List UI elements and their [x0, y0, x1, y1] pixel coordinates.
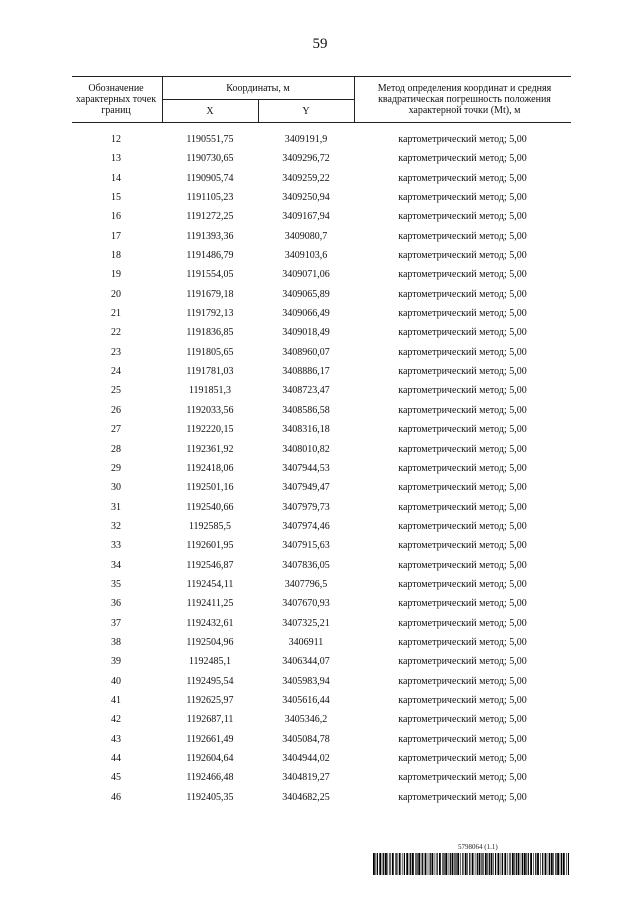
coord-y: 3409066,49 [282, 308, 330, 320]
coord-y: 3407670,93 [282, 598, 330, 610]
table-row [72, 285, 571, 304]
table-row [72, 691, 571, 710]
point-number: 35 [111, 578, 121, 590]
point-number: 45 [111, 772, 121, 784]
coord-x: 1191554,05 [186, 269, 234, 281]
method-text: картометрический метод; 5,00 [398, 134, 527, 145]
coord-x: 1191393,36 [186, 230, 234, 242]
method-text: картометрический метод; 5,00 [398, 250, 527, 262]
method-text: картометрический метод; 5,00 [398, 153, 527, 165]
coord-x: 1190905,74 [186, 172, 234, 184]
point-number: 32 [111, 520, 121, 532]
method-text: картометрический метод; 5,00 [398, 772, 527, 784]
document-code: 5798064 (1.1) [458, 843, 498, 851]
table-row [72, 207, 571, 226]
coord-x: 1192625,97 [186, 694, 234, 706]
method-text: картометрический метод; 5,00 [398, 540, 527, 552]
method-text: картометрический метод; 5,00 [398, 753, 527, 764]
coord-x: 1191679,18 [186, 288, 234, 300]
point-number: 39 [111, 656, 121, 668]
table-row [72, 362, 571, 381]
coord-y: 3405616,44 [282, 694, 330, 706]
coord-x: 1191105,23 [186, 192, 234, 204]
table-row [72, 536, 571, 555]
coord-y: 3409080,7 [284, 230, 328, 242]
coord-y: 3409071,06 [282, 269, 330, 281]
method-text: картометрический метод; 5,00 [398, 462, 527, 474]
method-text: картометрический метод; 5,00 [398, 424, 527, 436]
table-row [72, 788, 571, 807]
point-number: 27 [111, 424, 121, 436]
table-row [72, 710, 571, 729]
table-row [72, 672, 571, 691]
coord-x: 1192411,25 [186, 598, 234, 610]
header-x: X [206, 105, 214, 117]
table-row [72, 517, 571, 536]
method-text: картометрический метод; 5,00 [398, 211, 527, 223]
point-number: 16 [111, 211, 121, 223]
point-number: 15 [111, 192, 121, 204]
point-number: 38 [111, 636, 121, 648]
coord-x: 1192540,66 [186, 501, 234, 513]
table-row [72, 575, 571, 594]
method-text: картометрический метод; 5,00 [398, 714, 527, 726]
point-number: 14 [111, 172, 121, 184]
coord-y: 3405983,94 [282, 675, 330, 687]
table-row [72, 478, 571, 497]
point-number: 30 [111, 482, 121, 494]
coord-y: 3409296,72 [282, 153, 330, 165]
method-text: картометрический метод; 5,00 [398, 501, 527, 513]
coord-x: 1192601,95 [186, 540, 234, 552]
coord-y: 3407836,05 [282, 559, 330, 571]
point-number: 13 [111, 153, 121, 165]
coord-y: 3409250,94 [282, 192, 330, 204]
coord-x: 1192501,16 [186, 482, 234, 494]
coord-x: 1190551,75 [186, 134, 234, 145]
coord-x: 1192418,06 [186, 462, 234, 474]
table-row [72, 556, 571, 575]
method-text: картометрический метод; 5,00 [398, 327, 527, 339]
coord-x: 1192661,49 [186, 733, 234, 745]
point-number: 21 [111, 308, 121, 320]
point-number: 20 [111, 288, 121, 300]
point-number: 17 [111, 230, 121, 242]
method-text: картометрический метод; 5,00 [398, 656, 527, 668]
method-text: картометрический метод; 5,00 [398, 404, 527, 416]
method-text: картометрический метод; 5,00 [398, 230, 527, 242]
coord-x: 1192546,87 [186, 559, 234, 571]
table-header [72, 76, 571, 123]
table-row [72, 188, 571, 207]
method-text: картометрический метод; 5,00 [398, 385, 527, 397]
coord-y: 3408960,07 [282, 346, 330, 358]
point-number: 36 [111, 598, 121, 610]
coord-x: 1192504,96 [186, 636, 234, 648]
method-text: картометрический метод; 5,00 [398, 172, 527, 184]
point-number: 34 [111, 559, 121, 571]
point-number: 22 [111, 327, 121, 339]
point-number: 40 [111, 675, 121, 687]
coord-x: 1192432,61 [186, 617, 234, 629]
coord-x: 1191805,65 [186, 346, 234, 358]
point-number: 29 [111, 462, 121, 474]
coord-y: 3408316,18 [282, 424, 330, 436]
point-number: 46 [111, 791, 121, 803]
table-row [72, 265, 571, 284]
method-text: картометрический метод; 5,00 [398, 675, 527, 687]
coord-x: 1192361,92 [186, 443, 234, 455]
table-row [72, 381, 571, 400]
method-text: картометрический метод; 5,00 [398, 269, 527, 281]
table-row [72, 440, 571, 459]
method-text: картометрический метод; 5,00 [398, 482, 527, 494]
table-row [72, 323, 571, 342]
coord-x: 1191836,85 [186, 327, 234, 339]
method-text: картометрический метод; 5,00 [398, 443, 527, 455]
method-text: картометрический метод; 5,00 [398, 520, 527, 532]
coord-x: 1191851,3 [188, 385, 232, 397]
header-y: Y [302, 105, 310, 117]
table-row [72, 594, 571, 613]
table-row [72, 749, 571, 768]
coord-x: 1191781,03 [186, 366, 234, 378]
point-number: 25 [111, 385, 121, 397]
coord-x: 1192585,5 [188, 520, 232, 532]
method-text: картометрический метод; 5,00 [398, 288, 527, 300]
point-number: 43 [111, 733, 121, 745]
point-number: 19 [111, 269, 121, 281]
coord-x: 1191272,25 [186, 211, 234, 223]
table-row [72, 343, 571, 362]
method-text: картометрический метод; 5,00 [398, 559, 527, 571]
point-number: 23 [111, 346, 121, 358]
point-number: 33 [111, 540, 121, 552]
table-row [72, 169, 571, 188]
method-text: картометрический метод; 5,00 [398, 617, 527, 629]
method-text: картометрический метод; 5,00 [398, 308, 527, 320]
coord-x: 1192454,11 [186, 578, 234, 590]
coord-y: 3404944,02 [282, 753, 330, 764]
coord-y: 3404819,27 [282, 772, 330, 784]
method-text: картометрический метод; 5,00 [398, 694, 527, 706]
table-row [72, 246, 571, 265]
method-text: картометрический метод; 5,00 [398, 733, 527, 745]
table-row [72, 633, 571, 652]
barcode-icon [373, 853, 569, 875]
coord-x: 1191486,79 [186, 250, 234, 262]
header-method: Метод определения координат и средняя квадратическая погрешность положения характерной точки (Mt), м [377, 83, 552, 116]
coord-x: 1192485,1 [188, 656, 232, 668]
table-row [72, 227, 571, 246]
table-row [72, 304, 571, 323]
table-row [72, 149, 571, 168]
method-text: картометрический метод; 5,00 [398, 598, 527, 610]
coord-y: 3407796,5 [284, 578, 328, 590]
point-number: 44 [111, 753, 121, 764]
table-row [72, 730, 571, 749]
coord-x: 1192687,11 [186, 714, 234, 726]
method-text: картометрический метод; 5,00 [398, 791, 527, 803]
coord-y: 3405346,2 [284, 714, 328, 726]
coord-x: 1190730,65 [186, 153, 234, 165]
coord-y: 3407915,63 [282, 540, 330, 552]
method-text: картометрический метод; 5,00 [398, 346, 527, 358]
coord-x: 1192220,15 [186, 424, 234, 436]
coord-y: 3409167,94 [282, 211, 330, 223]
method-text: картометрический метод; 5,00 [398, 366, 527, 378]
method-text: картометрический метод; 5,00 [398, 636, 527, 648]
coord-y: 3407325,21 [282, 617, 330, 629]
header-point-designation: Обозначение характерных точек границ [75, 83, 157, 116]
page-number: 59 [312, 36, 328, 52]
point-number: 18 [111, 250, 121, 262]
table-row [72, 401, 571, 420]
method-text: картометрический метод; 5,00 [398, 192, 527, 204]
coord-x: 1192495,54 [186, 675, 234, 687]
coord-y: 3407979,73 [282, 501, 330, 513]
method-text: картометрический метод; 5,00 [398, 578, 527, 590]
header-divider [354, 77, 355, 122]
point-number: 12 [111, 134, 121, 145]
point-number: 28 [111, 443, 121, 455]
table-row [72, 768, 571, 787]
coord-y: 3409103,6 [284, 250, 328, 262]
table-row [72, 614, 571, 633]
coord-y: 3407949,47 [282, 482, 330, 494]
point-number: 42 [111, 714, 121, 726]
coord-x: 1192604,64 [186, 753, 234, 764]
coord-y: 3408886,17 [282, 366, 330, 378]
coord-x: 1191792,13 [186, 308, 234, 320]
coord-y: 3409259,22 [282, 172, 330, 184]
table-body [72, 130, 571, 807]
point-number: 41 [111, 694, 121, 706]
coord-y: 3409191,9 [284, 134, 328, 145]
point-number: 31 [111, 501, 121, 513]
coord-y: 3406911 [288, 636, 324, 648]
point-number: 26 [111, 404, 121, 416]
coord-y: 3405084,78 [282, 733, 330, 745]
table-row [72, 498, 571, 517]
coord-x: 1192405,35 [186, 791, 234, 803]
coord-y: 3404682,25 [282, 791, 330, 803]
coord-y: 3408586,58 [282, 404, 330, 416]
coord-x: 1192466,48 [186, 772, 234, 784]
table-row [72, 420, 571, 439]
coord-y: 3409065,89 [282, 288, 330, 300]
table-row [72, 652, 571, 671]
point-number: 24 [111, 366, 121, 378]
coord-x: 1192033,56 [186, 404, 234, 416]
coord-y: 3407944,53 [282, 462, 330, 474]
coord-y: 3408010,82 [282, 443, 330, 455]
table-row [72, 459, 571, 478]
coord-y: 3407974,46 [282, 520, 330, 532]
coord-y: 3409018,49 [282, 327, 330, 339]
coord-y: 3406344,07 [282, 656, 330, 668]
table-row [72, 130, 571, 149]
header-coordinates: Координаты, м [226, 82, 290, 94]
coord-y: 3408723,47 [282, 385, 330, 397]
point-number: 37 [111, 617, 121, 629]
